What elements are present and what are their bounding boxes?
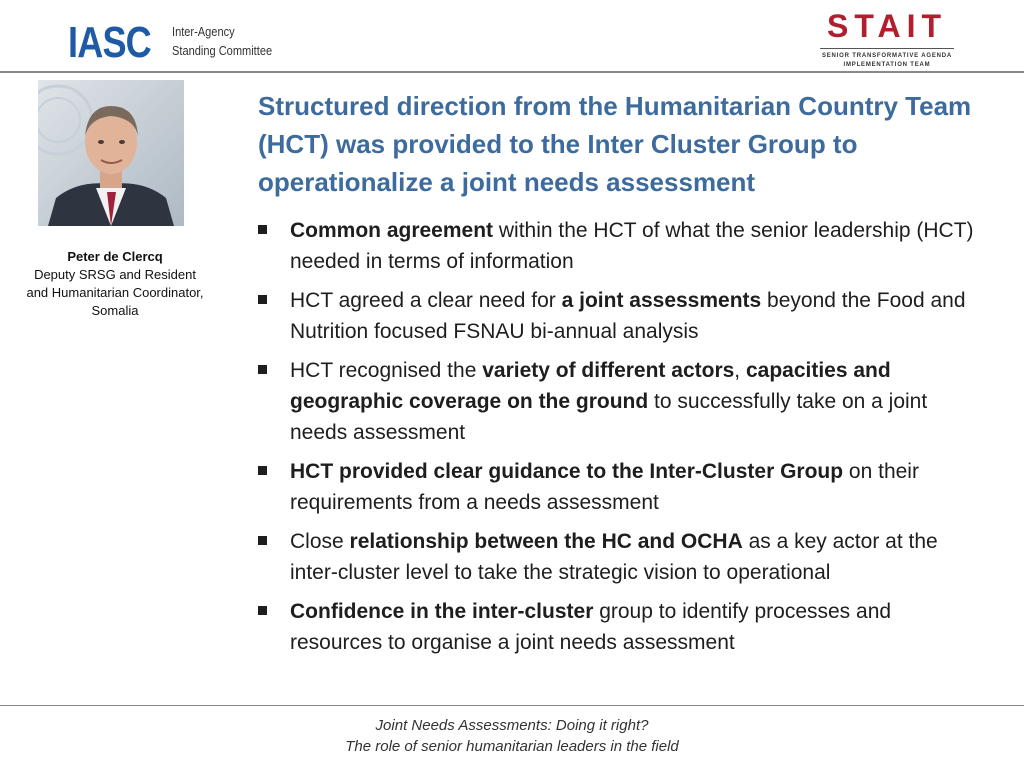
bullet-text: on their requirements from a needs assessment [290,460,919,514]
bullet-emphasis: a joint assessments [561,289,762,312]
iasc-wordmark: IASC [68,18,151,67]
bullet-text: as a key actor at the inter-cluster level to take the strategic vision to operational [290,530,938,584]
slide-footer [0,715,1024,757]
bullet-item [258,596,978,658]
stait-logo [820,8,954,70]
bullet-item [258,285,978,347]
bullet-text: HCT agreed a clear need for [290,289,562,312]
iasc-subtitle-line1: Inter-Agency [172,24,235,39]
bullet-text: to successfully take on a joint needs assessment [290,390,928,444]
bullet-item [258,355,978,448]
bullet-item [258,526,978,588]
bullet-emphasis: relationship between the HC and OCHA [349,530,743,553]
bullet-list [258,215,978,666]
profile-role-line3: Somalia [91,303,139,318]
bullet-text: within the HCT of what the senior leadership (HCT) needed in terms of information [290,219,974,273]
bullet-emphasis: variety of different actors [482,359,735,382]
slide-header [0,0,1024,72]
bullet-text: beyond the Food and Nutrition focused FSNAU bi-annual analysis [290,289,966,343]
square-bullet-icon [258,606,267,615]
profile-role-line2: and Humanitarian Coordinator, [26,285,204,300]
bullet-text: group to identify processes and resources to organise a joint needs assessment [290,600,892,654]
bullet-text: HCT recognised the [290,359,483,382]
stait-divider [820,48,954,49]
footer-divider [0,705,1024,706]
iasc-subtitle [172,22,272,60]
footer-line2: The role of senior humanitarian leaders in the field [345,738,679,755]
bullet-emphasis: Confidence in the inter-cluster [290,600,594,623]
footer-line1: Joint Needs Assessments: Doing it right? [375,717,649,734]
bullet-item [258,215,978,277]
profile-photo [38,80,184,226]
stait-wordmark: STAIT [826,8,948,44]
square-bullet-icon [258,225,267,234]
person-portrait-icon [38,80,184,226]
square-bullet-icon [258,536,267,545]
bullet-text: , [734,359,746,382]
profile-name: Peter de Clercq [67,249,163,264]
profile-caption [8,248,222,320]
bullet-emphasis: capacities and geographic coverage on the ground [290,359,891,413]
bullet-text: Close [290,530,350,553]
square-bullet-icon [258,295,267,304]
header-divider [0,71,1024,73]
iasc-logo [68,18,273,68]
iasc-subtitle-line2: Standing Committee [172,43,273,58]
square-bullet-icon [258,365,267,374]
profile-role-line1: Deputy SRSG and Resident [34,267,196,282]
square-bullet-icon [258,466,267,475]
stait-subtitle-line1: SENIOR TRANSFORMATIVE AGENDA [821,53,953,59]
slide-title: Structured direction from the Humanitarian Country Team (HCT) was provided to the Inter Cluster Group to operationalize a joint needs assessment [258,91,972,197]
bullet-emphasis: Common agreement [290,219,494,242]
bullet-emphasis: HCT provided clear guidance to the Inter-Cluster Group [290,460,844,483]
bullet-item [258,456,978,518]
stait-subtitle-line2: IMPLEMENTATION TEAM [843,62,931,68]
